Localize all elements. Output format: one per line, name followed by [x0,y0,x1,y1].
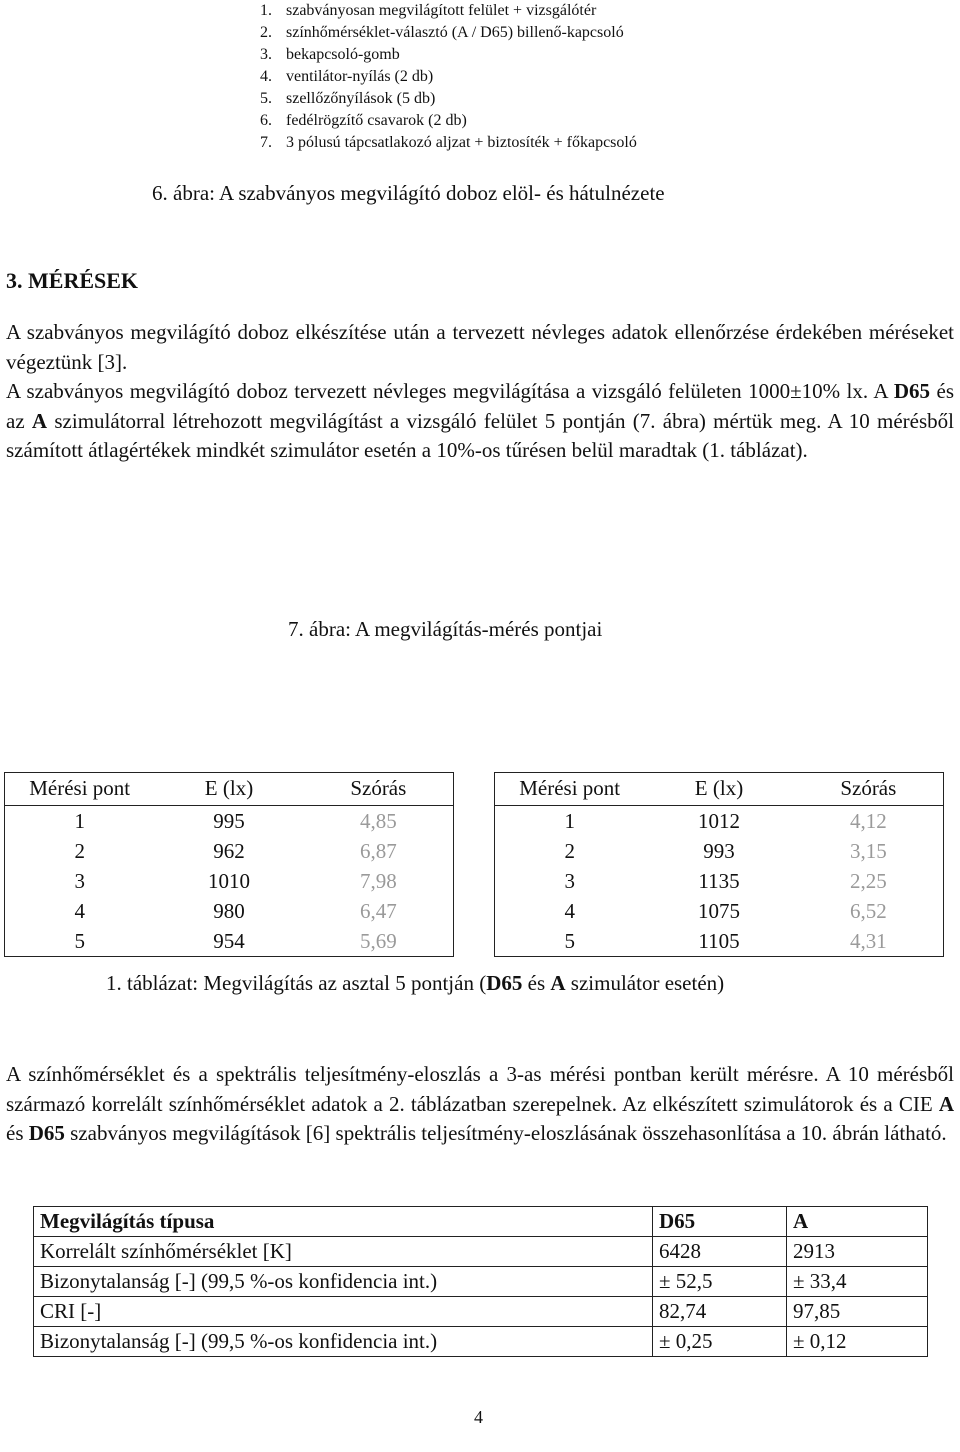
table-row: 4 980 6,47 [74,898,397,923]
legend-item: 6. fedélrögzítő csavarok (2 db) [260,112,467,129]
legend-item: 4. ventilátor-nyílás (2 db) [260,68,434,85]
table-row: 3 1010 7,98 [74,868,397,893]
table-row: Bizonytalanság [-] (99,5 %-os konfidencia int.) ± 52,5 ± 33,4 [34,1267,928,1297]
table-1-caption: 1. táblázat: Megvilágítás az asztal 5 pontján (D65 és A szimulátor esetén) [106,971,725,995]
column-header: E (lx) [644,772,793,806]
table-row: Bizonytalanság [-] (99,5 %-os konfidencia int.) ± 0,25 ± 0,12 [34,1327,928,1357]
legend-item: 2. színhőmérséklet-választó (A / D65) billenő-kapcsoló [260,24,624,41]
column-header: A [787,1207,928,1237]
table-header-row [495,772,943,806]
legend-item: 7. 3 pólusú tápcsatlakozó aljzat + biztosíték + főkapcsoló [260,134,637,151]
column-header: D65 [653,1207,787,1237]
column-header: Mérési pont [5,772,154,806]
legend-item: 3. bekapcsoló-gomb [260,46,400,63]
table-header-row [34,1207,928,1237]
table-row: 4 1075 6,52 [564,898,887,923]
figure-7-caption: 7. ábra: A megvilágítás-mérés pontjai [288,617,603,641]
table-row: Korrelált színhőmérséklet [K] 6428 2913 [34,1237,928,1267]
cct-table [33,1206,928,1357]
table-row: 1 1012 4,12 [564,808,887,833]
legend-item: 1. szabványosan megvilágított felület + vizsgálótér [260,2,597,19]
figure-6-caption: 6. ábra: A szabványos megvilágító doboz elöl- és hátulnézete [152,181,665,205]
column-header: Szórás [304,772,453,806]
paragraph-1: A szabványos megvilágító doboz elkészítése után a tervezett névleges adatok ellenőrzése érdekében méréseket végeztünk [3]. [6,320,954,374]
column-header: Mérési pont [495,772,644,806]
table-row: 3 1135 2,25 [564,868,887,893]
table-a [495,772,943,956]
page-number: 4 [474,1407,483,1427]
section-heading: 3. MÉRÉSEK [6,268,139,293]
paragraph-2: A szabványos megvilágító doboz tervezett névleges megvilágítása a vizsgáló felületen 1000±10% lx. A D65 és az A szimulátorral létrehozott megvilágítást a vizsgáló felület 5 pontján (7. ábra) mértük meg. A 10 mérésből számított átlagértékek mindkét szimulátor esetén a 10%-os tűrésen belül maradtak (1. táblázat). [6,379,954,462]
figure-legend-list [246,0,637,154]
table-row: 1 995 4,85 [74,808,397,833]
table-row: 2 962 6,87 [74,838,397,863]
table-header-row [5,772,453,806]
table-row: 5 954 5,69 [74,928,397,953]
column-header: E (lx) [154,772,303,806]
table-row: CRI [-] 82,74 97,85 [34,1297,928,1327]
legend-item: 5. szellőzőnyílások (5 db) [260,90,436,107]
column-header: Megvilágítás típusa [34,1207,653,1237]
table-row: 5 1105 4,31 [564,928,887,953]
paragraph-3: A színhőmérséklet és a spektrális teljesítmény-eloszlás a 3-as mérési pontban került mérésre. A 10 mérésből származó korrelált színhőmérséklet adatok a 2. táblázatban szerepelnek. Az elkészített szimulátorok és a CIE A és D65 szabványos megvilágítások [6] spektrális teljesítmény-eloszlásának összehasonlítása a 10. ábrán látható. [6,1062,954,1145]
table-d65 [5,772,453,956]
table-row: 2 993 3,15 [564,838,887,863]
column-header: Szórás [794,772,943,806]
